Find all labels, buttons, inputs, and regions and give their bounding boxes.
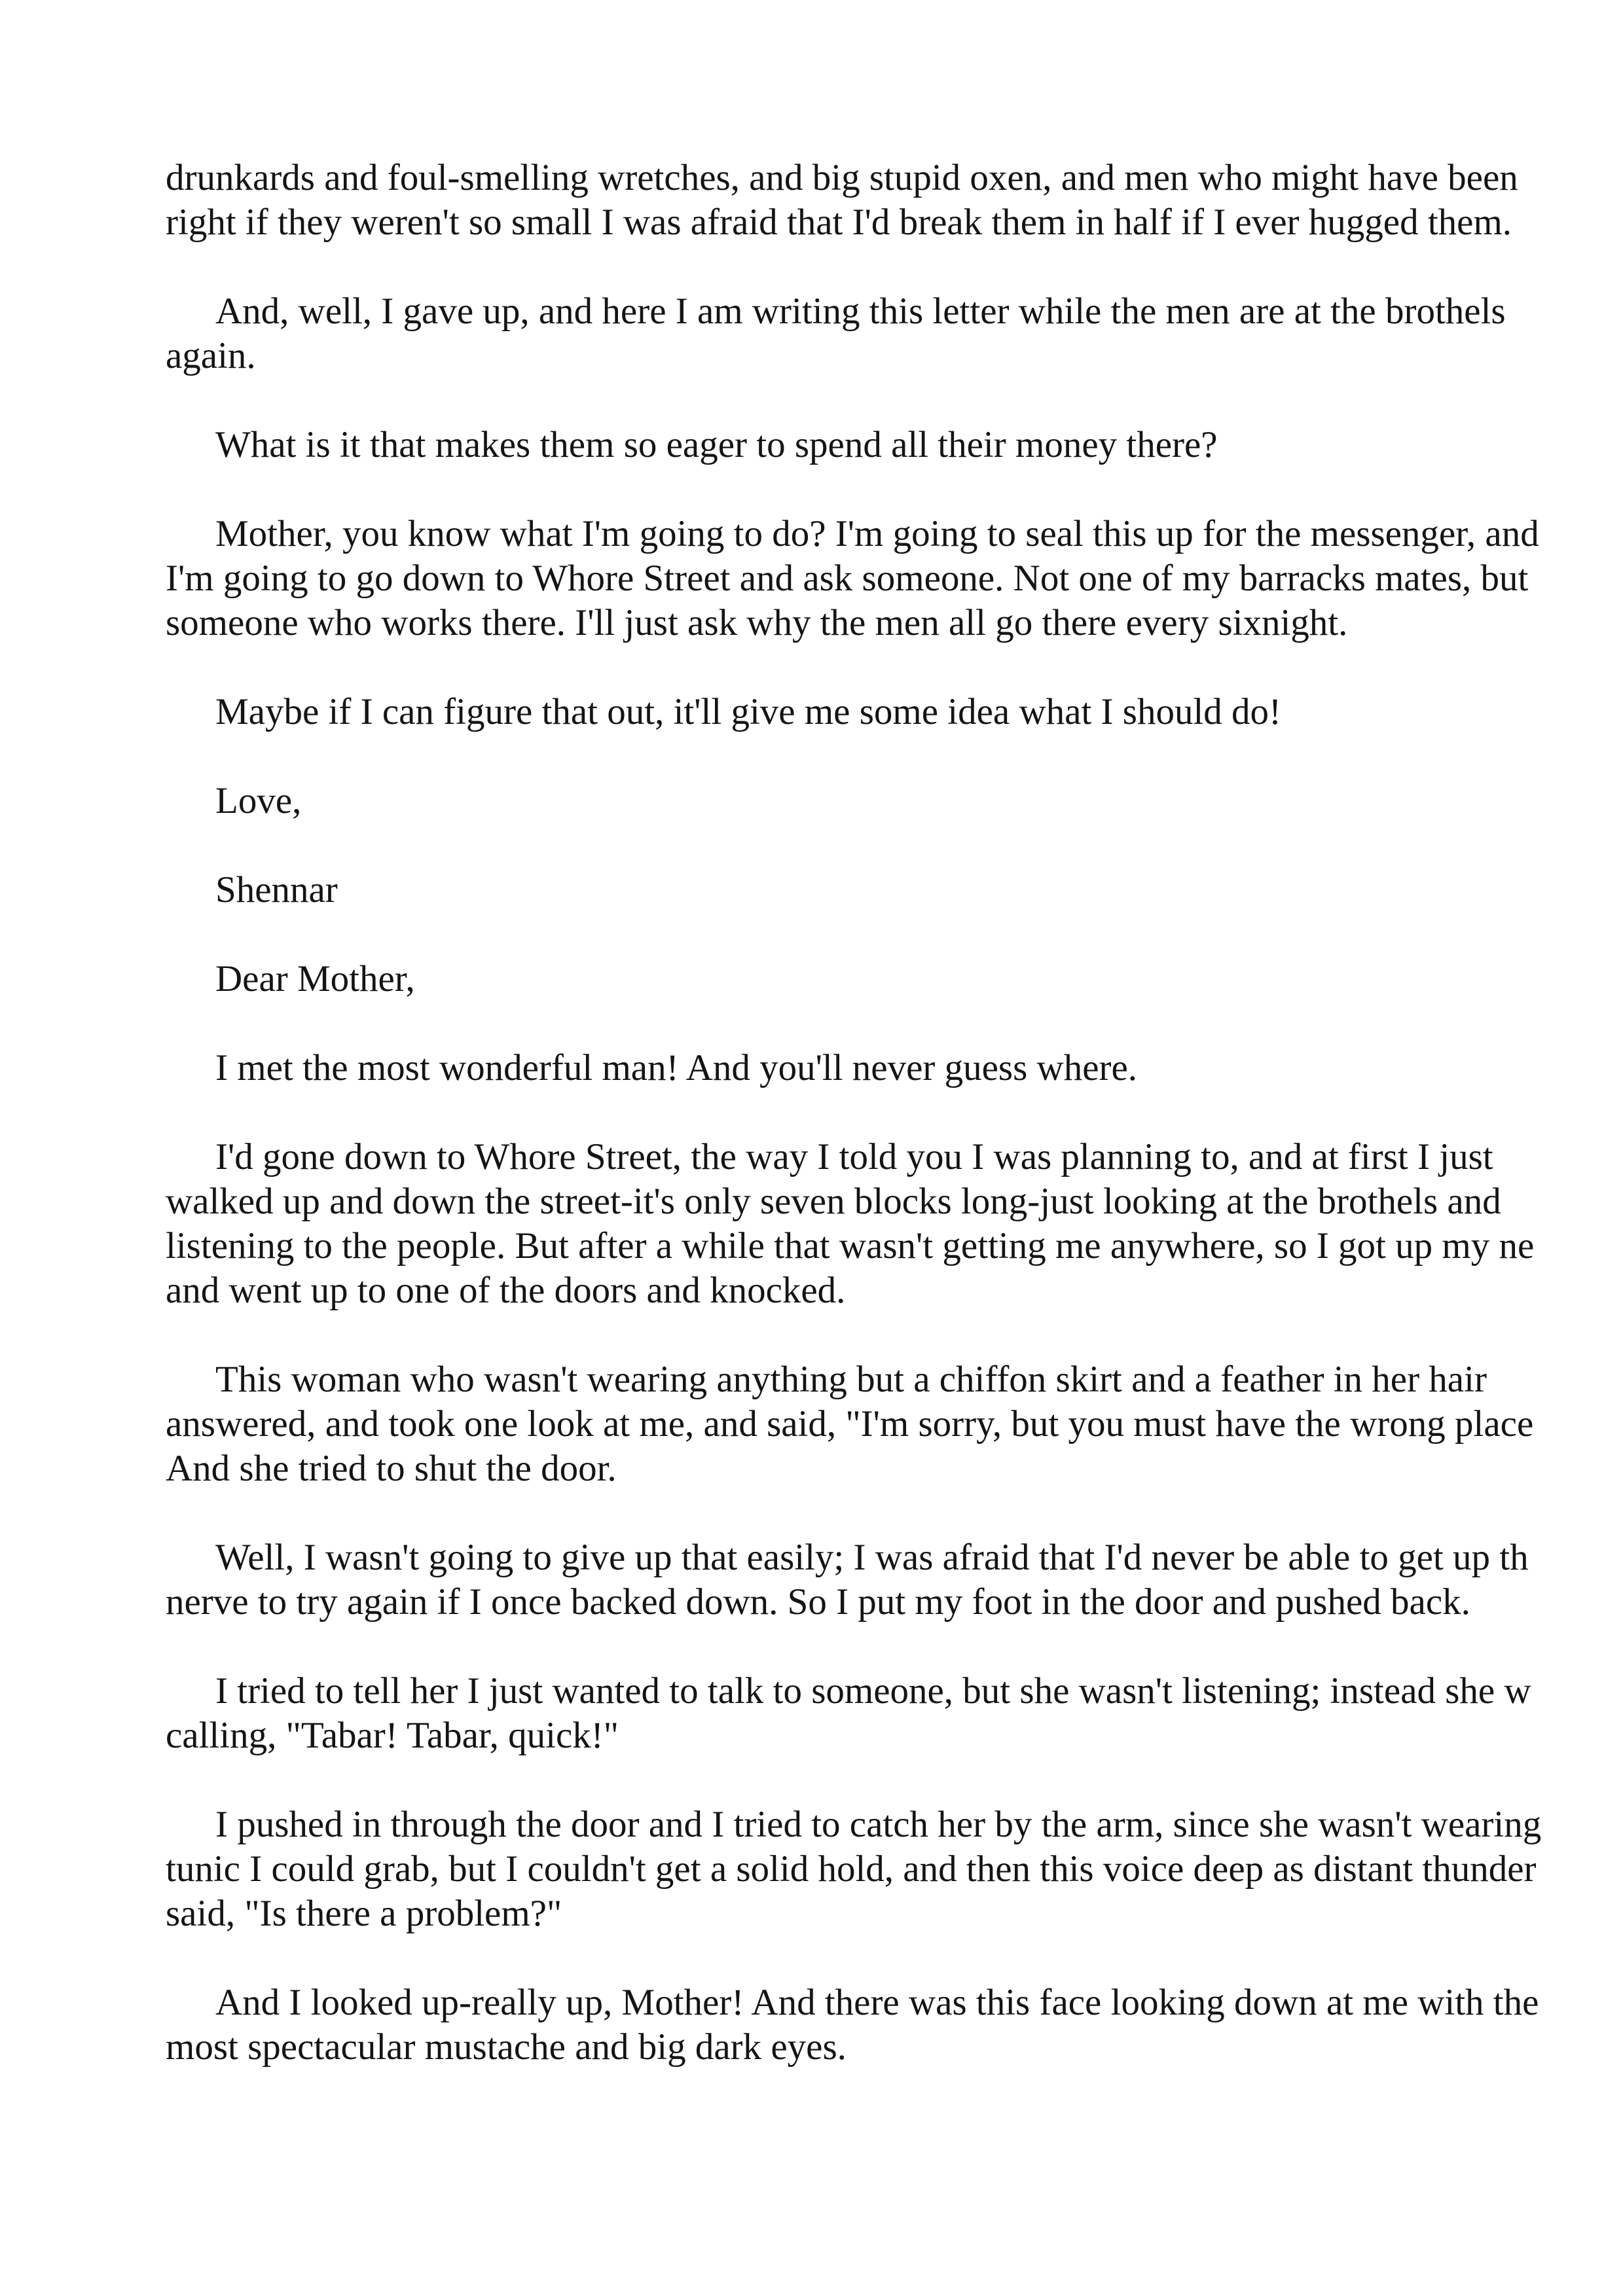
text-line: Dear Mother,	[215, 958, 415, 999]
text-line: right if they weren't so small I was afraid that I'd break them in half if I ever hugged them.	[166, 202, 1512, 243]
text-line: This woman who wasn't wearing anything but a chiffon skirt and a feather in her hair	[215, 1359, 1487, 1400]
text-line: someone who works there. I'll just ask why the men all go there every sixnight.	[166, 602, 1348, 643]
paragraph-5	[166, 690, 1623, 734]
paragraph-3	[166, 423, 1623, 467]
text-line: nerve to try again if I once backed down. So I put my foot in the door and pushed back.	[166, 1581, 1470, 1623]
text-line: I tried to tell her I just wanted to talk to someone, but she wasn't listening; instead she w	[215, 1670, 1531, 1712]
signature-line	[166, 868, 1623, 912]
paragraph-4	[166, 512, 1623, 645]
text-line: Love,	[215, 780, 302, 821]
text-line: Mother, you know what I'm going to do? I'm going to seal this up for the messenger, and	[215, 513, 1539, 554]
text-line: Shennar	[215, 869, 338, 910]
text-line: And I looked up-really up, Mother! And there was this face looking down at me with the	[215, 1982, 1539, 2023]
paragraph-1	[166, 156, 1623, 245]
text-line: answered, and took one look at me, and said, "I'm sorry, but you must have the wrong place	[166, 1403, 1534, 1444]
paragraph-10	[166, 1135, 1623, 1313]
text-line: And she tried to shut the door.	[166, 1448, 617, 1489]
text-line: again.	[166, 335, 256, 376]
text-line: and went up to one of the doors and knocked.	[166, 1270, 846, 1311]
text-line: walked up and down the street-it's only seven blocks long-just looking at the brothels and	[166, 1181, 1501, 1222]
text-line: I'd gone down to Whore Street, the way I told you I was planning to, and at first I just	[215, 1136, 1493, 1177]
text-line: And, well, I gave up, and here I am writing this letter while the men are at the brothels	[215, 291, 1506, 332]
paragraph-15	[166, 1981, 1623, 2070]
paragraph-12	[166, 1535, 1623, 1624]
text-line: tunic I could grab, but I couldn't get a solid hold, and then this voice deep as distant thunder	[166, 1848, 1537, 1890]
closing-salutation	[166, 779, 1623, 823]
letter-greeting	[166, 957, 1623, 1001]
text-line: What is it that makes them so eager to spend all their money there?	[215, 424, 1218, 465]
paragraph-11	[166, 1357, 1623, 1491]
text-line: most spectacular mustache and big dark eyes.	[166, 2026, 847, 2068]
text-line: drunkards and foul-smelling wretches, and big stupid oxen, and men who might have been	[166, 157, 1518, 198]
text-line: I'm going to go down to Whore Street and ask someone. Not one of my barracks mates, but	[166, 558, 1529, 599]
paragraph-9	[166, 1046, 1623, 1090]
text-line: listening to the people. But after a while that wasn't getting me anywhere, so I got up my ne	[166, 1225, 1535, 1266]
paragraph-2	[166, 289, 1623, 378]
paragraph-14	[166, 1803, 1623, 1936]
text-line: Well, I wasn't going to give up that easily; I was afraid that I'd never be able to get up th	[215, 1537, 1529, 1578]
text-line: I met the most wonderful man! And you'll never guess where.	[215, 1047, 1138, 1088]
text-line: said, "Is there a problem?"	[166, 1893, 562, 1934]
paragraph-13	[166, 1669, 1623, 1758]
text-line: I pushed in through the door and I tried to catch her by the arm, since she wasn't wearing	[215, 1804, 1542, 1845]
text-line: Maybe if I can figure that out, it'll give me some idea what I should do!	[215, 691, 1282, 732]
text-line: calling, "Tabar! Tabar, quick!"	[166, 1715, 619, 1756]
document-page	[166, 156, 1623, 2114]
